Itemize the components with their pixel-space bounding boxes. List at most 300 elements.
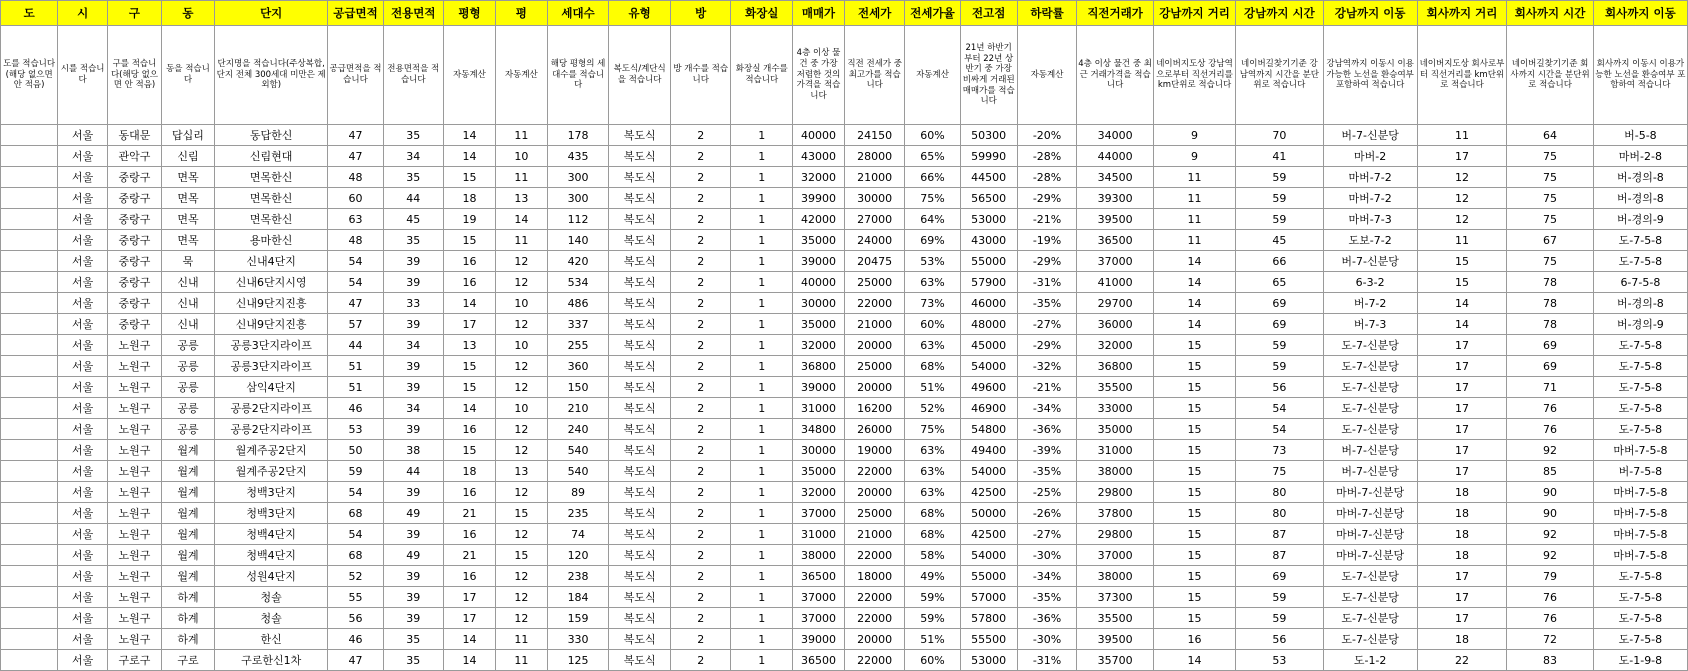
table-cell[interactable]: 공릉2단지라이프 — [214, 398, 327, 419]
table-cell[interactable] — [1, 650, 58, 671]
table-cell[interactable]: 45 — [383, 209, 444, 230]
table-cell[interactable]: 37300 — [1077, 587, 1154, 608]
table-cell[interactable]: 서울 — [58, 209, 108, 230]
table-cell[interactable]: 17 — [1417, 398, 1507, 419]
table-cell[interactable]: 39 — [383, 314, 444, 335]
table-cell[interactable]: 32000 — [1077, 335, 1154, 356]
table-cell[interactable]: 도-7-신분당 — [1323, 356, 1417, 377]
table-cell[interactable]: 구로구 — [107, 650, 161, 671]
table-cell[interactable]: 면목 — [162, 188, 215, 209]
table-cell[interactable]: 11 — [1153, 167, 1235, 188]
table-cell[interactable]: 15 — [444, 440, 496, 461]
table-cell[interactable]: 35700 — [1077, 650, 1154, 671]
table-cell[interactable]: 15 — [1153, 419, 1235, 440]
table-cell[interactable]: 54800 — [960, 419, 1017, 440]
table-cell[interactable]: 73 — [1236, 440, 1324, 461]
table-cell[interactable]: 공릉3단지라이프 — [214, 356, 327, 377]
table-cell[interactable]: 42500 — [960, 524, 1017, 545]
table-cell[interactable]: 2 — [670, 524, 731, 545]
table-cell[interactable]: 월계 — [162, 524, 215, 545]
table-cell[interactable]: 38000 — [793, 545, 845, 566]
table-cell[interactable]: -35% — [1017, 461, 1076, 482]
table-cell[interactable]: 41000 — [1077, 272, 1154, 293]
table-cell[interactable]: 17 — [1417, 461, 1507, 482]
table-cell[interactable]: 도-7-신분당 — [1323, 335, 1417, 356]
table-cell[interactable]: 1 — [731, 398, 793, 419]
table-cell[interactable]: 49600 — [960, 377, 1017, 398]
table-cell[interactable]: 노원구 — [107, 482, 161, 503]
column-header[interactable]: 하락률 — [1017, 1, 1076, 26]
table-cell[interactable]: 51% — [905, 629, 960, 650]
table-cell[interactable]: 버-7-신분당 — [1323, 251, 1417, 272]
table-cell[interactable]: 1 — [731, 482, 793, 503]
table-cell[interactable]: 복도식 — [609, 629, 671, 650]
table-cell[interactable]: 75 — [1236, 461, 1324, 482]
table-cell[interactable]: 54000 — [960, 545, 1017, 566]
table-cell[interactable]: 도-7-신분당 — [1323, 377, 1417, 398]
column-description[interactable]: 전용면적을 적습니다 — [383, 26, 444, 125]
table-cell[interactable]: 복도식 — [609, 125, 671, 146]
table-cell[interactable]: 복도식 — [609, 314, 671, 335]
table-cell[interactable]: 복도식 — [609, 251, 671, 272]
table-cell[interactable]: 68 — [328, 503, 383, 524]
table-cell[interactable]: 22000 — [844, 461, 905, 482]
table-cell[interactable]: 59 — [328, 461, 383, 482]
table-cell[interactable]: 중랑구 — [107, 230, 161, 251]
table-cell[interactable]: 중랑구 — [107, 188, 161, 209]
table-cell[interactable]: 75 — [1507, 251, 1593, 272]
table-cell[interactable]: 56 — [1236, 629, 1324, 650]
table-cell[interactable]: 1 — [731, 440, 793, 461]
table-cell[interactable]: 79 — [1507, 566, 1593, 587]
table-cell[interactable]: 540 — [547, 461, 609, 482]
table-cell[interactable]: 12 — [1417, 188, 1507, 209]
table-cell[interactable]: 2 — [670, 335, 731, 356]
table-cell[interactable]: -28% — [1017, 167, 1076, 188]
table-cell[interactable]: 서울 — [58, 251, 108, 272]
table-cell[interactable]: 52% — [905, 398, 960, 419]
table-cell[interactable]: 54 — [1236, 398, 1324, 419]
table-cell[interactable]: 89 — [547, 482, 609, 503]
table-cell[interactable]: 서울 — [58, 188, 108, 209]
table-cell[interactable]: 1 — [731, 188, 793, 209]
table-cell[interactable]: 10 — [495, 293, 547, 314]
table-cell[interactable]: 38000 — [1077, 566, 1154, 587]
table-cell[interactable] — [1, 167, 58, 188]
table-cell[interactable]: 16 — [444, 566, 496, 587]
table-cell[interactable]: 복도식 — [609, 356, 671, 377]
table-cell[interactable]: 59 — [1236, 188, 1324, 209]
table-cell[interactable]: 39300 — [1077, 188, 1154, 209]
table-cell[interactable]: 57000 — [960, 587, 1017, 608]
table-cell[interactable] — [1, 419, 58, 440]
table-cell[interactable]: 54 — [1236, 419, 1324, 440]
table-cell[interactable]: 노원구 — [107, 377, 161, 398]
table-cell[interactable]: 54 — [328, 272, 383, 293]
table-cell[interactable]: 56500 — [960, 188, 1017, 209]
table-cell[interactable]: 노원구 — [107, 566, 161, 587]
table-cell[interactable]: 성원4단지 — [214, 566, 327, 587]
table-cell[interactable]: 39 — [383, 587, 444, 608]
table-cell[interactable]: 44000 — [1077, 146, 1154, 167]
table-cell[interactable]: 34000 — [1077, 125, 1154, 146]
table-cell[interactable]: 35 — [383, 629, 444, 650]
table-cell[interactable]: 57900 — [960, 272, 1017, 293]
table-cell[interactable]: 15 — [444, 167, 496, 188]
table-cell[interactable]: 22 — [1417, 650, 1507, 671]
table-cell[interactable]: -19% — [1017, 230, 1076, 251]
table-cell[interactable]: 9 — [1153, 146, 1235, 167]
table-cell[interactable]: 면목 — [162, 209, 215, 230]
table-cell[interactable]: 복도식 — [609, 167, 671, 188]
table-cell[interactable]: -21% — [1017, 209, 1076, 230]
table-cell[interactable]: 18 — [1417, 482, 1507, 503]
table-cell[interactable]: 마버-7-5-8 — [1593, 524, 1687, 545]
table-cell[interactable]: 63% — [905, 440, 960, 461]
table-cell[interactable]: 68 — [328, 545, 383, 566]
table-cell[interactable]: 87 — [1236, 524, 1324, 545]
table-cell[interactable]: 서울 — [58, 125, 108, 146]
table-cell[interactable]: 10 — [495, 146, 547, 167]
table-cell[interactable]: 300 — [547, 188, 609, 209]
table-cell[interactable]: 중랑구 — [107, 167, 161, 188]
table-cell[interactable]: 서울 — [58, 440, 108, 461]
table-cell[interactable]: 14 — [1153, 251, 1235, 272]
table-cell[interactable]: 17 — [444, 608, 496, 629]
table-cell[interactable]: 92 — [1507, 440, 1593, 461]
table-cell[interactable]: 청백3단지 — [214, 503, 327, 524]
column-header[interactable]: 강남까지 이동 — [1323, 1, 1417, 26]
table-cell[interactable]: 36500 — [1077, 230, 1154, 251]
column-header[interactable]: 시 — [58, 1, 108, 26]
table-cell[interactable]: 19 — [444, 209, 496, 230]
table-cell[interactable]: 도-7-5-8 — [1593, 587, 1687, 608]
table-cell[interactable]: 14 — [444, 125, 496, 146]
table-cell[interactable]: 2 — [670, 272, 731, 293]
table-cell[interactable]: 20000 — [844, 482, 905, 503]
table-cell[interactable]: 15 — [1153, 503, 1235, 524]
table-cell[interactable]: 53 — [1236, 650, 1324, 671]
table-cell[interactable]: 420 — [547, 251, 609, 272]
column-header[interactable]: 직전거래가 — [1077, 1, 1154, 26]
table-cell[interactable]: 서울 — [58, 146, 108, 167]
table-cell[interactable]: 19000 — [844, 440, 905, 461]
table-cell[interactable]: 복도식 — [609, 335, 671, 356]
table-cell[interactable]: 1 — [731, 524, 793, 545]
table-cell[interactable]: 월계 — [162, 545, 215, 566]
table-cell[interactable]: 도-7-신분당 — [1323, 398, 1417, 419]
table-cell[interactable]: 29700 — [1077, 293, 1154, 314]
table-cell[interactable]: 15 — [444, 377, 496, 398]
table-cell[interactable]: 59990 — [960, 146, 1017, 167]
table-cell[interactable]: 57800 — [960, 608, 1017, 629]
table-cell[interactable]: 15 — [1153, 461, 1235, 482]
table-cell[interactable]: 92 — [1507, 545, 1593, 566]
table-cell[interactable]: -29% — [1017, 335, 1076, 356]
table-cell[interactable]: 90 — [1507, 503, 1593, 524]
column-header[interactable]: 전세가율 — [905, 1, 960, 26]
table-cell[interactable]: 85 — [1507, 461, 1593, 482]
table-cell[interactable]: 14 — [444, 629, 496, 650]
table-cell[interactable]: 1 — [731, 461, 793, 482]
column-description[interactable]: 자동계산 — [1017, 26, 1076, 125]
table-cell[interactable]: 도-7-5-8 — [1593, 629, 1687, 650]
table-cell[interactable]: 17 — [1417, 587, 1507, 608]
table-cell[interactable]: 49 — [383, 545, 444, 566]
table-cell[interactable]: 37000 — [793, 587, 845, 608]
table-cell[interactable]: 74 — [547, 524, 609, 545]
table-cell[interactable]: 2 — [670, 146, 731, 167]
table-cell[interactable]: -36% — [1017, 608, 1076, 629]
table-cell[interactable]: 36000 — [1077, 314, 1154, 335]
table-cell[interactable]: 15 — [1153, 377, 1235, 398]
table-cell[interactable]: 청솔 — [214, 587, 327, 608]
table-cell[interactable]: 69 — [1236, 566, 1324, 587]
table-cell[interactable]: 공릉 — [162, 377, 215, 398]
table-cell[interactable]: 435 — [547, 146, 609, 167]
table-cell[interactable]: 47 — [328, 293, 383, 314]
table-cell[interactable]: 39 — [383, 356, 444, 377]
table-cell[interactable]: 12 — [495, 377, 547, 398]
table-cell[interactable]: 20475 — [844, 251, 905, 272]
table-cell[interactable]: 140 — [547, 230, 609, 251]
table-cell[interactable]: 버-7-신분당 — [1323, 440, 1417, 461]
table-cell[interactable]: 2 — [670, 440, 731, 461]
table-cell[interactable]: 도-7-5-8 — [1593, 566, 1687, 587]
table-cell[interactable]: 복도식 — [609, 524, 671, 545]
table-cell[interactable]: -35% — [1017, 293, 1076, 314]
table-cell[interactable]: 서울 — [58, 293, 108, 314]
table-cell[interactable]: 청솔 — [214, 608, 327, 629]
table-cell[interactable]: 13 — [495, 461, 547, 482]
table-cell[interactable]: 20000 — [844, 629, 905, 650]
table-cell[interactable]: 노원구 — [107, 503, 161, 524]
table-cell[interactable]: 17 — [444, 314, 496, 335]
table-cell[interactable]: 50 — [328, 440, 383, 461]
table-cell[interactable]: 버-7-2 — [1323, 293, 1417, 314]
column-header[interactable]: 전세가 — [844, 1, 905, 26]
table-cell[interactable]: 35000 — [1077, 419, 1154, 440]
table-cell[interactable]: 면목한신 — [214, 167, 327, 188]
table-cell[interactable]: 35000 — [793, 314, 845, 335]
table-cell[interactable]: 2 — [670, 188, 731, 209]
table-cell[interactable]: 69 — [1507, 356, 1593, 377]
table-cell[interactable] — [1, 608, 58, 629]
table-cell[interactable]: 동답한신 — [214, 125, 327, 146]
table-cell[interactable]: 서울 — [58, 587, 108, 608]
table-cell[interactable]: 노원구 — [107, 608, 161, 629]
table-cell[interactable]: 1 — [731, 125, 793, 146]
table-cell[interactable]: 59 — [1236, 356, 1324, 377]
table-cell[interactable]: 월계주공2단지 — [214, 440, 327, 461]
table-cell[interactable]: 76 — [1507, 608, 1593, 629]
column-header[interactable]: 평 — [495, 1, 547, 26]
table-cell[interactable]: 17 — [1417, 566, 1507, 587]
table-cell[interactable]: 80 — [1236, 482, 1324, 503]
table-cell[interactable]: 1 — [731, 293, 793, 314]
table-cell[interactable]: 35 — [383, 125, 444, 146]
column-header[interactable]: 세대수 — [547, 1, 609, 26]
table-cell[interactable]: 18 — [1417, 503, 1507, 524]
table-cell[interactable]: 34 — [383, 146, 444, 167]
table-cell[interactable]: 마버-7-5-8 — [1593, 482, 1687, 503]
table-cell[interactable]: 14 — [444, 146, 496, 167]
table-cell[interactable]: 486 — [547, 293, 609, 314]
table-cell[interactable]: 청백4단지 — [214, 524, 327, 545]
table-cell[interactable]: 15 — [1153, 335, 1235, 356]
table-cell[interactable] — [1, 461, 58, 482]
table-cell[interactable]: 76 — [1507, 419, 1593, 440]
table-cell[interactable]: 125 — [547, 650, 609, 671]
table-cell[interactable]: 59% — [905, 587, 960, 608]
table-cell[interactable]: 45000 — [960, 335, 1017, 356]
table-cell[interactable]: 60% — [905, 650, 960, 671]
table-cell[interactable]: 도-7-5-8 — [1593, 377, 1687, 398]
table-cell[interactable]: 83 — [1507, 650, 1593, 671]
table-cell[interactable]: 도-7-5-8 — [1593, 230, 1687, 251]
column-description[interactable]: 구를 적습니다(해당 없으면 안 적음) — [107, 26, 161, 125]
table-cell[interactable]: 15 — [1153, 524, 1235, 545]
table-cell[interactable]: 서울 — [58, 566, 108, 587]
table-cell[interactable]: 21000 — [844, 524, 905, 545]
table-cell[interactable]: 73% — [905, 293, 960, 314]
table-cell[interactable] — [1, 440, 58, 461]
table-cell[interactable]: 238 — [547, 566, 609, 587]
table-cell[interactable]: 66 — [1236, 251, 1324, 272]
table-cell[interactable]: 53 — [328, 419, 383, 440]
table-cell[interactable]: 6-3-2 — [1323, 272, 1417, 293]
table-cell[interactable]: 노원구 — [107, 545, 161, 566]
table-cell[interactable]: 도-1-2 — [1323, 650, 1417, 671]
table-cell[interactable]: 도-7-5-8 — [1593, 398, 1687, 419]
table-cell[interactable]: 2 — [670, 293, 731, 314]
table-cell[interactable]: 마버-7-신분당 — [1323, 503, 1417, 524]
table-cell[interactable]: 60% — [905, 125, 960, 146]
column-header[interactable]: 강남까지 거리 — [1153, 1, 1235, 26]
column-description[interactable]: 자동계산 — [495, 26, 547, 125]
table-cell[interactable]: 도-1-9-8 — [1593, 650, 1687, 671]
table-cell[interactable] — [1, 293, 58, 314]
table-cell[interactable]: 신내9단지진흥 — [214, 293, 327, 314]
table-cell[interactable]: 월계 — [162, 566, 215, 587]
table-cell[interactable]: 43000 — [960, 230, 1017, 251]
table-cell[interactable]: 210 — [547, 398, 609, 419]
table-cell[interactable]: -27% — [1017, 314, 1076, 335]
table-cell[interactable]: 11 — [495, 167, 547, 188]
column-description[interactable]: 4층 이상 물건 중 가장 저렴한 것의 가격을 적습니다 — [793, 26, 845, 125]
table-cell[interactable]: 76 — [1507, 587, 1593, 608]
table-cell[interactable]: 75 — [1507, 209, 1593, 230]
table-cell[interactable]: 337 — [547, 314, 609, 335]
table-cell[interactable]: 면목한신 — [214, 188, 327, 209]
table-cell[interactable]: 버-경의-8 — [1593, 188, 1687, 209]
table-cell[interactable]: 9 — [1153, 125, 1235, 146]
table-cell[interactable]: 2 — [670, 608, 731, 629]
table-cell[interactable]: 66% — [905, 167, 960, 188]
table-cell[interactable]: 서울 — [58, 272, 108, 293]
table-cell[interactable]: 39 — [383, 566, 444, 587]
table-cell[interactable]: 복도식 — [609, 209, 671, 230]
table-cell[interactable]: 184 — [547, 587, 609, 608]
table-cell[interactable]: 14 — [1153, 314, 1235, 335]
table-cell[interactable]: 75 — [1507, 188, 1593, 209]
table-cell[interactable]: -30% — [1017, 545, 1076, 566]
table-cell[interactable]: 14 — [444, 398, 496, 419]
table-cell[interactable]: 도-7-5-8 — [1593, 608, 1687, 629]
table-cell[interactable]: 38 — [383, 440, 444, 461]
table-cell[interactable]: 17 — [1417, 377, 1507, 398]
table-cell[interactable]: 1 — [731, 503, 793, 524]
table-cell[interactable]: 노원구 — [107, 419, 161, 440]
table-cell[interactable]: 30000 — [844, 188, 905, 209]
table-cell[interactable]: 노원구 — [107, 524, 161, 545]
table-cell[interactable]: -36% — [1017, 419, 1076, 440]
table-cell[interactable]: 복도식 — [609, 482, 671, 503]
column-description[interactable]: 화장실 개수를 적습니다 — [731, 26, 793, 125]
table-cell[interactable]: 60 — [328, 188, 383, 209]
table-cell[interactable]: 2 — [670, 650, 731, 671]
table-cell[interactable]: 15 — [495, 545, 547, 566]
table-cell[interactable]: 15 — [495, 503, 547, 524]
table-cell[interactable]: 1 — [731, 335, 793, 356]
table-cell[interactable]: 복도식 — [609, 587, 671, 608]
column-description[interactable]: 회사까지 이동시 이용가능한 노선을 환승여부 포함하여 적습니다 — [1593, 26, 1687, 125]
table-cell[interactable]: 33 — [383, 293, 444, 314]
column-description[interactable]: 네이버길찾기기준 강남역까지 시간을 분단위로 적습니다 — [1236, 26, 1324, 125]
table-cell[interactable]: 70 — [1236, 125, 1324, 146]
table-cell[interactable]: 18 — [1417, 629, 1507, 650]
table-cell[interactable]: -30% — [1017, 629, 1076, 650]
table-cell[interactable]: 90 — [1507, 482, 1593, 503]
table-cell[interactable]: 서울 — [58, 398, 108, 419]
table-cell[interactable]: 47 — [328, 125, 383, 146]
table-cell[interactable]: 1 — [731, 377, 793, 398]
table-cell[interactable]: 복도식 — [609, 272, 671, 293]
table-cell[interactable]: 16 — [444, 524, 496, 545]
table-cell[interactable]: 18000 — [844, 566, 905, 587]
table-cell[interactable]: 15 — [1417, 272, 1507, 293]
table-cell[interactable]: 35 — [383, 230, 444, 251]
table-cell[interactable]: 17 — [444, 587, 496, 608]
table-cell[interactable]: 버-경의-8 — [1593, 293, 1687, 314]
table-cell[interactable]: 노원구 — [107, 587, 161, 608]
table-cell[interactable]: 76 — [1507, 398, 1593, 419]
table-cell[interactable]: 36500 — [793, 566, 845, 587]
table-cell[interactable]: 11 — [1417, 230, 1507, 251]
table-cell[interactable]: 39500 — [1077, 629, 1154, 650]
table-cell[interactable]: 노원구 — [107, 440, 161, 461]
table-cell[interactable]: 112 — [547, 209, 609, 230]
table-cell[interactable]: 15 — [1153, 356, 1235, 377]
table-cell[interactable]: 69 — [1507, 335, 1593, 356]
table-cell[interactable]: 12 — [495, 314, 547, 335]
table-cell[interactable]: 한신 — [214, 629, 327, 650]
table-cell[interactable]: 17 — [1417, 440, 1507, 461]
table-cell[interactable]: 44 — [383, 461, 444, 482]
table-cell[interactable]: 중랑구 — [107, 209, 161, 230]
table-cell[interactable]: 도-7-신분당 — [1323, 419, 1417, 440]
table-cell[interactable]: 15 — [1153, 566, 1235, 587]
table-cell[interactable]: 12 — [495, 251, 547, 272]
table-cell[interactable]: 12 — [495, 419, 547, 440]
table-cell[interactable]: 32000 — [793, 482, 845, 503]
table-cell[interactable]: 14 — [495, 209, 547, 230]
table-cell[interactable]: 20000 — [844, 335, 905, 356]
table-cell[interactable]: 255 — [547, 335, 609, 356]
table-cell[interactable]: 복도식 — [609, 440, 671, 461]
column-header[interactable]: 유형 — [609, 1, 671, 26]
column-header[interactable]: 구 — [107, 1, 161, 26]
